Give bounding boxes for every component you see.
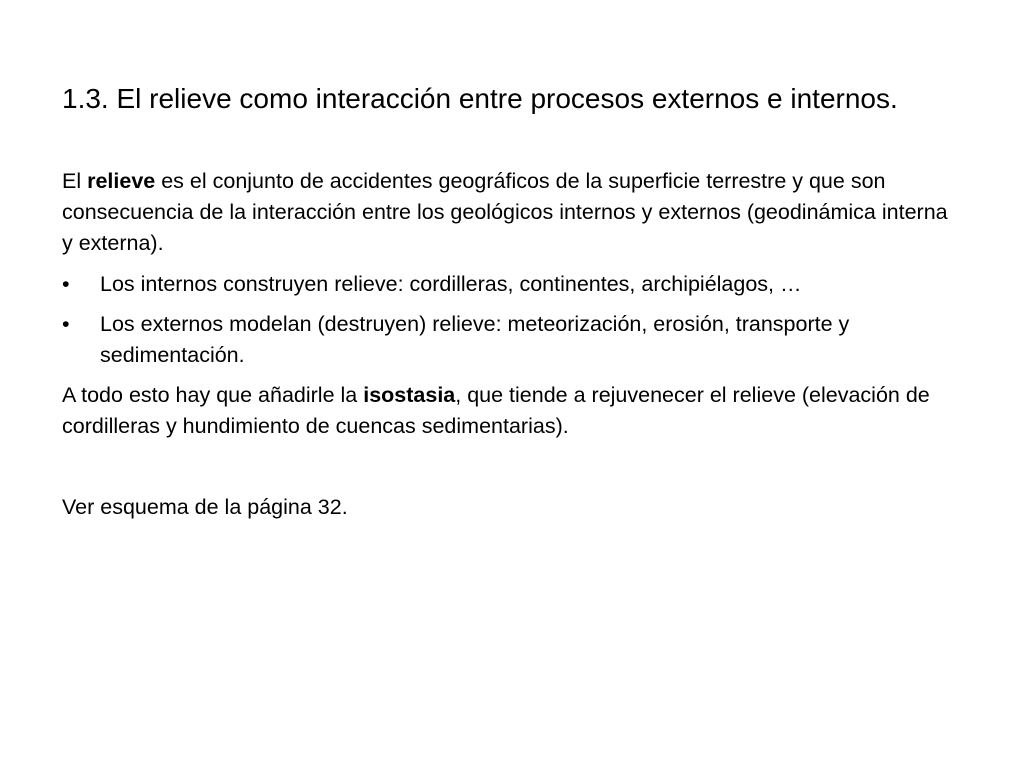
intro-bold-term: relieve bbox=[87, 169, 156, 193]
bullet-icon: • bbox=[62, 312, 70, 336]
bullet-icon: • bbox=[62, 272, 70, 296]
list-item bbox=[62, 269, 962, 300]
bullet-list bbox=[62, 269, 962, 371]
intro-text-before: El bbox=[62, 169, 88, 193]
intro-paragraph bbox=[62, 166, 962, 259]
spacer bbox=[62, 452, 962, 492]
reference-paragraph: Ver esquema de la página 32. bbox=[62, 495, 348, 519]
isostasia-text-after: , que tiende a rejuvenecer el relieve (elevación de cordilleras y hundimiento de cuencas sedimentarias). bbox=[62, 383, 930, 438]
bullet-text: Los internos construyen relieve: cordilleras, continentes, archipiélagos, … bbox=[100, 272, 802, 296]
isostasia-paragraph bbox=[62, 380, 962, 442]
slide-body bbox=[62, 166, 962, 533]
bullet-text: Los externos modelan (destruyen) relieve: meteorización, erosión, transporte y sedimentación. bbox=[100, 312, 850, 367]
intro-text-after: es el conjunto de accidentes geográficos de la superficie terrestre y que son consecuencia de la interacción entre los geológicos internos y externos (geodinámica interna y externa). bbox=[62, 169, 948, 255]
slide-title: 1.3. El relieve como interacción entre procesos externos e internos. bbox=[62, 83, 898, 114]
isostasia-text-before: A todo esto hay que añadirle la bbox=[62, 383, 364, 407]
isostasia-bold-term: isostasia bbox=[363, 383, 456, 407]
list-item bbox=[62, 309, 962, 371]
